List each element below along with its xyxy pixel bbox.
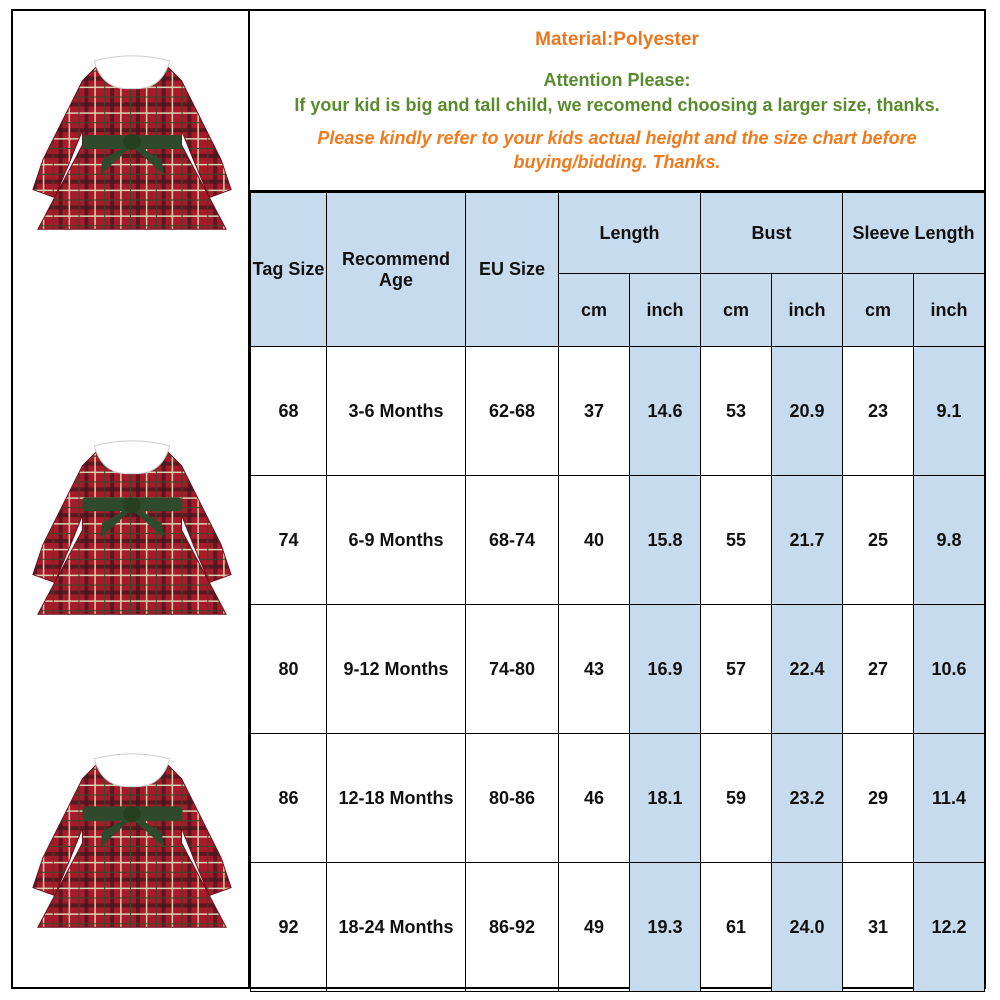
- table-row: [251, 734, 985, 863]
- header-recommend-age: Recommend Age: [327, 193, 466, 347]
- bust-inch-cell: 23.2: [772, 734, 843, 863]
- kindly-note: [250, 126, 984, 174]
- tag-size-cell: 68: [251, 347, 327, 476]
- length-cm-cell: 43: [559, 605, 630, 734]
- length-inch-cell: 19.3: [630, 863, 701, 992]
- eu-size-cell: 74-80: [466, 605, 559, 734]
- table-header-row: [251, 193, 985, 274]
- size-chart-frame: [11, 9, 986, 989]
- product-images-column: [13, 11, 250, 987]
- unit-inch: inch: [914, 274, 985, 347]
- header-length: Length: [559, 193, 701, 274]
- size-info-column: [250, 11, 984, 987]
- size-table: [250, 192, 985, 992]
- unit-inch: inch: [772, 274, 843, 347]
- dress-image-2: [23, 426, 241, 624]
- sleeve-cm-cell: 25: [843, 476, 914, 605]
- header-sleeve-length: Sleeve Length: [843, 193, 985, 274]
- bust-cm-cell: 57: [701, 605, 772, 734]
- age-cell: 3-6 Months: [327, 347, 466, 476]
- length-inch-cell: 18.1: [630, 734, 701, 863]
- tag-size-cell: 74: [251, 476, 327, 605]
- attention-title: Attention Please:: [543, 70, 691, 90]
- sleeve-inch-cell: 9.8: [914, 476, 985, 605]
- eu-size-cell: 62-68: [466, 347, 559, 476]
- header-eu-size: EU Size: [466, 193, 559, 347]
- sleeve-cm-cell: 31: [843, 863, 914, 992]
- eu-size-cell: 86-92: [466, 863, 559, 992]
- length-cm-cell: 37: [559, 347, 630, 476]
- kindly-line-1: Please kindly refer to your kids actual height and the size chart before: [317, 128, 917, 148]
- eu-size-cell: 80-86: [466, 734, 559, 863]
- age-cell: 9-12 Months: [327, 605, 466, 734]
- dress-image-3: [23, 739, 241, 937]
- length-inch-cell: 14.6: [630, 347, 701, 476]
- table-row: [251, 605, 985, 734]
- table-row: [251, 863, 985, 992]
- length-cm-cell: 40: [559, 476, 630, 605]
- age-cell: 6-9 Months: [327, 476, 466, 605]
- bust-cm-cell: 55: [701, 476, 772, 605]
- bust-cm-cell: 61: [701, 863, 772, 992]
- sleeve-cm-cell: 29: [843, 734, 914, 863]
- info-header: [250, 11, 984, 192]
- length-inch-cell: 16.9: [630, 605, 701, 734]
- age-cell: 18-24 Months: [327, 863, 466, 992]
- bust-cm-cell: 53: [701, 347, 772, 476]
- bust-inch-cell: 21.7: [772, 476, 843, 605]
- material-text: Material:Polyester: [535, 29, 699, 50]
- sleeve-inch-cell: 10.6: [914, 605, 985, 734]
- unit-cm: cm: [559, 274, 630, 347]
- header-tag-size: Tag Size: [251, 193, 327, 347]
- length-cm-cell: 46: [559, 734, 630, 863]
- table-row: [251, 476, 985, 605]
- bust-inch-cell: 20.9: [772, 347, 843, 476]
- bust-inch-cell: 24.0: [772, 863, 843, 992]
- header-bust: Bust: [701, 193, 843, 274]
- table-row: [251, 347, 985, 476]
- sleeve-inch-cell: 12.2: [914, 863, 985, 992]
- tag-size-cell: 92: [251, 863, 327, 992]
- sleeve-inch-cell: 9.1: [914, 347, 985, 476]
- tag-size-cell: 80: [251, 605, 327, 734]
- unit-inch: inch: [630, 274, 701, 347]
- unit-cm: cm: [843, 274, 914, 347]
- dress-image-1: [23, 41, 241, 239]
- age-cell: 12-18 Months: [327, 734, 466, 863]
- bust-cm-cell: 59: [701, 734, 772, 863]
- length-cm-cell: 49: [559, 863, 630, 992]
- kindly-line-2: buying/bidding. Thanks.: [513, 152, 721, 172]
- sleeve-cm-cell: 23: [843, 347, 914, 476]
- length-inch-cell: 15.8: [630, 476, 701, 605]
- bust-inch-cell: 22.4: [772, 605, 843, 734]
- tag-size-cell: 86: [251, 734, 327, 863]
- sleeve-inch-cell: 11.4: [914, 734, 985, 863]
- attention-text: If your kid is big and tall child, we recomend choosing a larger size, thanks.: [294, 95, 940, 115]
- eu-size-cell: 68-74: [466, 476, 559, 605]
- sleeve-cm-cell: 27: [843, 605, 914, 734]
- unit-cm: cm: [701, 274, 772, 347]
